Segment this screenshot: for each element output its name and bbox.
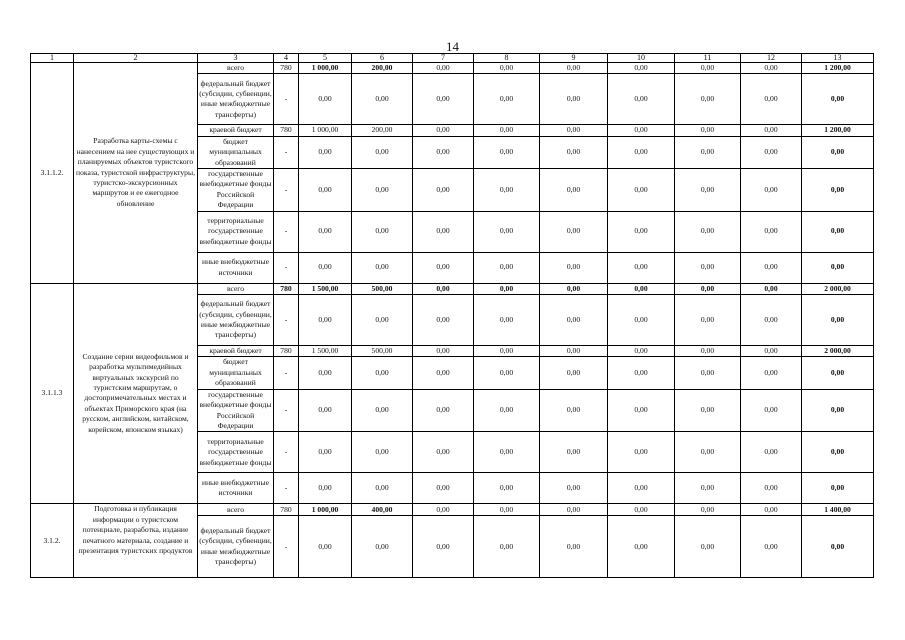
value-cell-c6: 0,00	[352, 432, 413, 473]
value-cell-c10: 0,00	[608, 283, 675, 294]
column-header-13: 13	[802, 54, 874, 63]
value-cell-c8: 0,00	[474, 295, 540, 346]
value-cell-c4: -	[274, 211, 299, 252]
value-cell-c4: 780	[274, 125, 299, 136]
value-cell-c10: 0,00	[608, 295, 675, 346]
value-cell-c11: 0,00	[675, 516, 741, 578]
value-cell-c8: 0,00	[474, 63, 540, 74]
value-cell-c12: 0,00	[741, 346, 802, 357]
value-cell-c12: 0,00	[741, 504, 802, 516]
value-cell-c8: 0,00	[474, 389, 540, 432]
value-cell-c4: 780	[274, 283, 299, 294]
column-header-9: 9	[540, 54, 608, 63]
value-cell-c11: 0,00	[675, 504, 741, 516]
value-cell-c6: 0,00	[352, 516, 413, 578]
value-cell-c10: 0,00	[608, 346, 675, 357]
value-cell-c13: 0,00	[802, 389, 874, 432]
value-cell-c6: 0,00	[352, 136, 413, 168]
value-cell-c9: 0,00	[540, 169, 608, 212]
column-header-6: 6	[352, 54, 413, 63]
value-cell-c5: 0,00	[299, 74, 352, 125]
value-cell-c4: 780	[274, 63, 299, 74]
value-cell-c7: 0,00	[413, 125, 474, 136]
value-cell-c8: 0,00	[474, 357, 540, 389]
column-header-7: 7	[413, 54, 474, 63]
value-cell-c9: 0,00	[540, 473, 608, 504]
value-cell-c10: 0,00	[608, 432, 675, 473]
funding-source: иные внебюджетные источники	[198, 252, 274, 283]
value-cell-c11: 0,00	[675, 136, 741, 168]
value-cell-c9: 0,00	[540, 295, 608, 346]
column-header-1: 1	[31, 54, 74, 63]
value-cell-c4: -	[274, 516, 299, 578]
value-cell-c6: 200,00	[352, 63, 413, 74]
value-cell-c11: 0,00	[675, 346, 741, 357]
value-cell-c10: 0,00	[608, 74, 675, 125]
value-cell-c5: 1 500,00	[299, 346, 352, 357]
value-cell-c7: 0,00	[413, 169, 474, 212]
column-header-2: 2	[74, 54, 198, 63]
value-cell-c10: 0,00	[608, 357, 675, 389]
funding-source: всего	[198, 504, 274, 516]
value-cell-c9: 0,00	[540, 346, 608, 357]
value-cell-c13: 0,00	[802, 516, 874, 578]
value-cell-c12: 0,00	[741, 389, 802, 432]
value-cell-c5: 1 000,00	[299, 125, 352, 136]
value-cell-c12: 0,00	[741, 74, 802, 125]
value-cell-c13: 2 000,00	[802, 283, 874, 294]
value-cell-c7: 0,00	[413, 516, 474, 578]
value-cell-c9: 0,00	[540, 136, 608, 168]
value-cell-c7: 0,00	[413, 63, 474, 74]
value-cell-c9: 0,00	[540, 357, 608, 389]
value-cell-c8: 0,00	[474, 346, 540, 357]
funding-source: территориальные государственные внебюджетные фонды	[198, 432, 274, 473]
value-cell-c13: 0,00	[802, 295, 874, 346]
value-cell-c12: 0,00	[741, 125, 802, 136]
value-cell-c13: 2 000,00	[802, 346, 874, 357]
value-cell-c8: 0,00	[474, 211, 540, 252]
value-cell-c7: 0,00	[413, 295, 474, 346]
value-cell-c6: 0,00	[352, 211, 413, 252]
value-cell-c4: -	[274, 74, 299, 125]
value-cell-c10: 0,00	[608, 125, 675, 136]
value-cell-c12: 0,00	[741, 136, 802, 168]
value-cell-c4: -	[274, 432, 299, 473]
funding-source: краевой бюджет	[198, 346, 274, 357]
value-cell-c9: 0,00	[540, 389, 608, 432]
value-cell-c12: 0,00	[741, 295, 802, 346]
value-cell-c4: -	[274, 136, 299, 168]
value-cell-c5: 1 000,00	[299, 504, 352, 516]
funding-source: государственные внебюджетные фонды Российской Федерации	[199, 169, 272, 210]
value-cell-c4: 780	[274, 504, 299, 516]
value-cell-c7: 0,00	[413, 357, 474, 389]
value-cell-c11: 0,00	[675, 283, 741, 294]
value-cell-c11: 0,00	[675, 389, 741, 432]
value-cell-c11: 0,00	[675, 252, 741, 283]
value-cell-c10: 0,00	[608, 473, 675, 504]
value-cell-c6: 200,00	[352, 125, 413, 136]
value-cell-c13: 0,00	[802, 211, 874, 252]
item-number: 3.1.1.2.	[31, 63, 74, 284]
value-cell-c11: 0,00	[675, 211, 741, 252]
value-cell-c10: 0,00	[608, 211, 675, 252]
funding-source: всего	[198, 283, 274, 294]
value-cell-c12: 0,00	[741, 432, 802, 473]
funding-source: федеральный бюджет (субсидии, субвенции, иные межбюджетные трансферты)	[198, 516, 274, 578]
value-cell-c9: 0,00	[540, 516, 608, 578]
value-cell-c9: 0,00	[540, 283, 608, 294]
value-cell-c11: 0,00	[675, 125, 741, 136]
value-cell-c13: 1 200,00	[802, 63, 874, 74]
item-number: 3.1.1.3	[31, 283, 74, 504]
value-cell-c4: -	[274, 357, 299, 389]
value-cell-c4: -	[274, 389, 299, 432]
value-cell-c11: 0,00	[675, 357, 741, 389]
column-header-4: 4	[274, 54, 299, 63]
value-cell-c12: 0,00	[741, 516, 802, 578]
value-cell-c12: 0,00	[741, 63, 802, 74]
value-cell-c8: 0,00	[474, 504, 540, 516]
value-cell-c6: 0,00	[352, 169, 413, 212]
funding-source: краевой бюджет	[198, 125, 274, 136]
value-cell-c13: 1 200,00	[802, 125, 874, 136]
funding-source: иные внебюджетные источники	[198, 473, 274, 504]
value-cell-c10: 0,00	[608, 63, 675, 74]
value-cell-c6: 0,00	[352, 295, 413, 346]
value-cell-c10: 0,00	[608, 516, 675, 578]
table-row	[31, 504, 874, 516]
value-cell-c7: 0,00	[413, 473, 474, 504]
value-cell-c6: 0,00	[352, 473, 413, 504]
value-cell-c5: 0,00	[299, 432, 352, 473]
column-header-10: 10	[608, 54, 675, 63]
value-cell-c6: 500,00	[352, 346, 413, 357]
value-cell-c10: 0,00	[608, 136, 675, 168]
value-cell-c5: 0,00	[299, 211, 352, 252]
funding-source: государственные внебюджетные фонды Российской Федерации	[199, 389, 272, 430]
value-cell-c7: 0,00	[413, 74, 474, 125]
value-cell-c7: 0,00	[413, 252, 474, 283]
value-cell-c5: 0,00	[299, 136, 352, 168]
value-cell-c12: 0,00	[741, 357, 802, 389]
value-cell-c6: 400,00	[352, 504, 413, 516]
value-cell-c13: 0,00	[802, 74, 874, 125]
funding-source: всего	[198, 63, 274, 74]
header-row	[31, 54, 874, 63]
value-cell-c7: 0,00	[413, 346, 474, 357]
value-cell-c8: 0,00	[474, 125, 540, 136]
item-description: Создание серии видеофильмов и разработка мультимедийных виртуальных экскурсий по туристским маршрутам, о достопримечательных местах и объектах Приморского края (на русском, английском, китайском, корейском, японском языках)	[74, 283, 198, 504]
value-cell-c11: 0,00	[675, 63, 741, 74]
funding-source: федеральный бюджет (субсидии, субвенции, иные межбюджетные трансферты)	[198, 295, 274, 346]
value-cell-c7: 0,00	[413, 211, 474, 252]
value-cell-c9: 0,00	[540, 432, 608, 473]
value-cell-c4: -	[274, 295, 299, 346]
funding-source: федеральный бюджет (субсидии, субвенции, иные межбюджетные трансферты)	[198, 74, 274, 125]
value-cell-c12: 0,00	[741, 252, 802, 283]
value-cell-c12: 0,00	[741, 283, 802, 294]
value-cell-c10: 0,00	[608, 389, 675, 432]
value-cell-c8: 0,00	[474, 283, 540, 294]
column-header-5: 5	[299, 54, 352, 63]
value-cell-c8: 0,00	[474, 136, 540, 168]
value-cell-c13: 0,00	[802, 357, 874, 389]
value-cell-c5: 0,00	[299, 169, 352, 212]
value-cell-c8: 0,00	[474, 432, 540, 473]
value-cell-c12: 0,00	[741, 473, 802, 504]
value-cell-c9: 0,00	[540, 252, 608, 283]
funding-source: бюджет муниципальных образований	[198, 136, 274, 168]
value-cell-c7: 0,00	[413, 136, 474, 168]
value-cell-c12: 0,00	[741, 211, 802, 252]
value-cell-c11: 0,00	[675, 432, 741, 473]
value-cell-c7: 0,00	[413, 389, 474, 432]
value-cell-c5: 0,00	[299, 516, 352, 578]
value-cell-c5: 1 000,00	[299, 63, 352, 74]
item-description: Разработка карты-схемы с нанесением на нее существующих и планируемых объектов туристского показа, туристской инфраструктуры, туристско-экскурсионных маршрутов и ее ежегодное обновление	[74, 63, 198, 284]
value-cell-c13: 0,00	[802, 169, 874, 212]
column-header-12: 12	[741, 54, 802, 63]
value-cell-c8: 0,00	[474, 252, 540, 283]
value-cell-c8: 0,00	[474, 473, 540, 504]
value-cell-c5: 0,00	[299, 295, 352, 346]
value-cell-c9: 0,00	[540, 211, 608, 252]
value-cell-c11: 0,00	[675, 74, 741, 125]
value-cell-c8: 0,00	[474, 516, 540, 578]
item-description: Подготовка и публикация информации о туристском потенциале, разработка, издание печатного материала, создание и презентация туристских продуктов	[74, 504, 198, 578]
page-number: 14	[446, 39, 459, 54]
value-cell-c7: 0,00	[413, 504, 474, 516]
value-cell-c9: 0,00	[540, 63, 608, 74]
funding-source: территориальные государственные внебюджетные фонды	[198, 211, 274, 252]
value-cell-c4: -	[274, 169, 299, 212]
column-header-8: 8	[474, 54, 540, 63]
column-header-11: 11	[675, 54, 741, 63]
value-cell-c13: 0,00	[802, 473, 874, 504]
value-cell-c5: 1 500,00	[299, 283, 352, 294]
value-cell-c7: 0,00	[413, 283, 474, 294]
value-cell-c13: 0,00	[802, 432, 874, 473]
value-cell-c11: 0,00	[675, 169, 741, 212]
value-cell-c7: 0,00	[413, 432, 474, 473]
value-cell-c6: 0,00	[352, 252, 413, 283]
value-cell-c10: 0,00	[608, 252, 675, 283]
value-cell-c10: 0,00	[608, 169, 675, 212]
value-cell-c13: 0,00	[802, 136, 874, 168]
budget-table	[30, 53, 874, 578]
value-cell-c4: -	[274, 473, 299, 504]
value-cell-c5: 0,00	[299, 473, 352, 504]
column-header-3: 3	[198, 54, 274, 63]
funding-source: бюджет муниципальных образований	[198, 357, 274, 389]
value-cell-c8: 0,00	[474, 169, 540, 212]
table-row	[31, 283, 874, 294]
value-cell-c9: 0,00	[540, 504, 608, 516]
value-cell-c10: 0,00	[608, 504, 675, 516]
value-cell-c6: 0,00	[352, 389, 413, 432]
value-cell-c11: 0,00	[675, 473, 741, 504]
value-cell-c13: 0,00	[802, 252, 874, 283]
value-cell-c8: 0,00	[474, 74, 540, 125]
value-cell-c9: 0,00	[540, 74, 608, 125]
value-cell-c9: 0,00	[540, 125, 608, 136]
value-cell-c6: 0,00	[352, 357, 413, 389]
table-row	[31, 63, 874, 74]
value-cell-c6: 0,00	[352, 74, 413, 125]
value-cell-c13: 1 400,00	[802, 504, 874, 516]
value-cell-c6: 500,00	[352, 283, 413, 294]
value-cell-c4: 780	[274, 346, 299, 357]
value-cell-c4: -	[274, 252, 299, 283]
value-cell-c5: 0,00	[299, 357, 352, 389]
value-cell-c5: 0,00	[299, 389, 352, 432]
value-cell-c5: 0,00	[299, 252, 352, 283]
value-cell-c11: 0,00	[675, 295, 741, 346]
value-cell-c12: 0,00	[741, 169, 802, 212]
item-number: 3.1.2.	[31, 504, 74, 578]
